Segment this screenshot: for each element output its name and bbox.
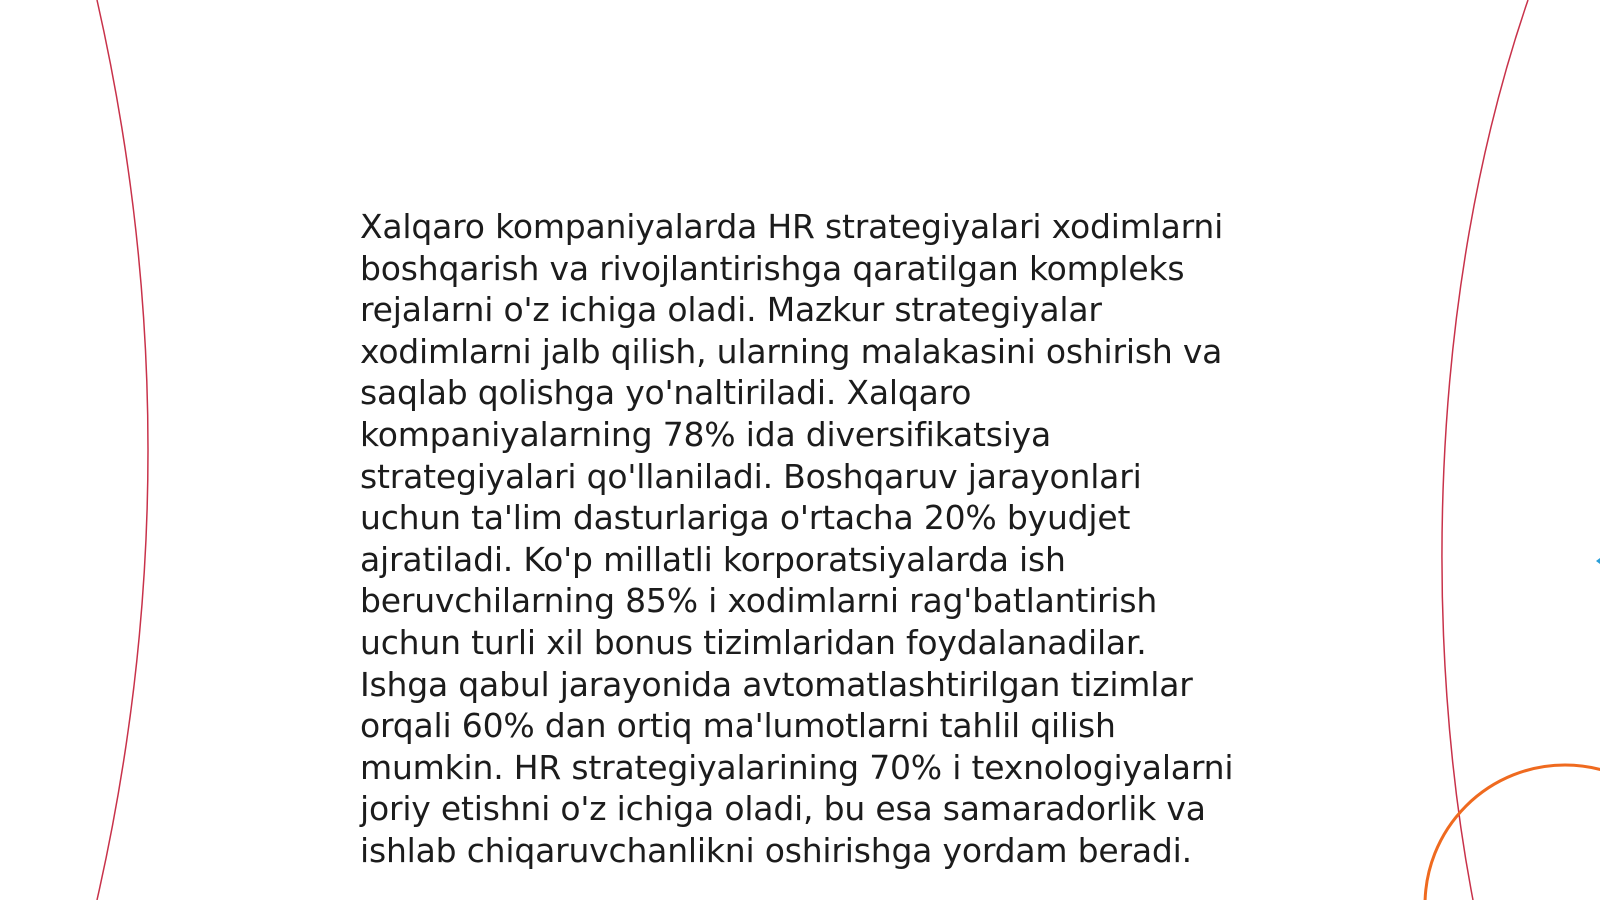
right-curve-line [1442, 0, 1528, 900]
left-curve-line [97, 0, 148, 900]
slide-body-text: Xalqaro kompaniyalarda HR strategiyalari xodimlarni boshqarish va rivojlantirishga qaratilgan kompleks rejalarni o'z ichiga oladi. Mazkur strategiyalar xodimlarni jalb qilish, ularning malakasini oshirish va saqlab qolishga yo'naltiriladi. Xalqaro kompaniyalarning 78% ida diversifikatsiya strategiyalari qo'llaniladi. Boshqaruv jarayonlari uchun ta'lim dasturlariga o'rtacha 20% byudjet ajratiladi. Ko'p millatli korporatsiyalarda ish beruvchilarning 85% i xodimlarni rag'batlantirish uchun turli xil bonus tizimlaridan foydalanadilar. Ishga qabul jarayonida avtomatlashtirilgan tizimlar orqali 60% dan ortiq ma'lumotlarni tahlil qilish mumkin. HR strategiyalarining 70% i texnologiyalarni joriy etishni o'z ichiga oladi, bu esa samaradorlik va ishlab chiqaruvchanlikni oshirishga yordam beradi. [360, 207, 1234, 870]
corner-orange-circle [1425, 765, 1600, 900]
right-edge-accent-mark [1596, 558, 1600, 564]
